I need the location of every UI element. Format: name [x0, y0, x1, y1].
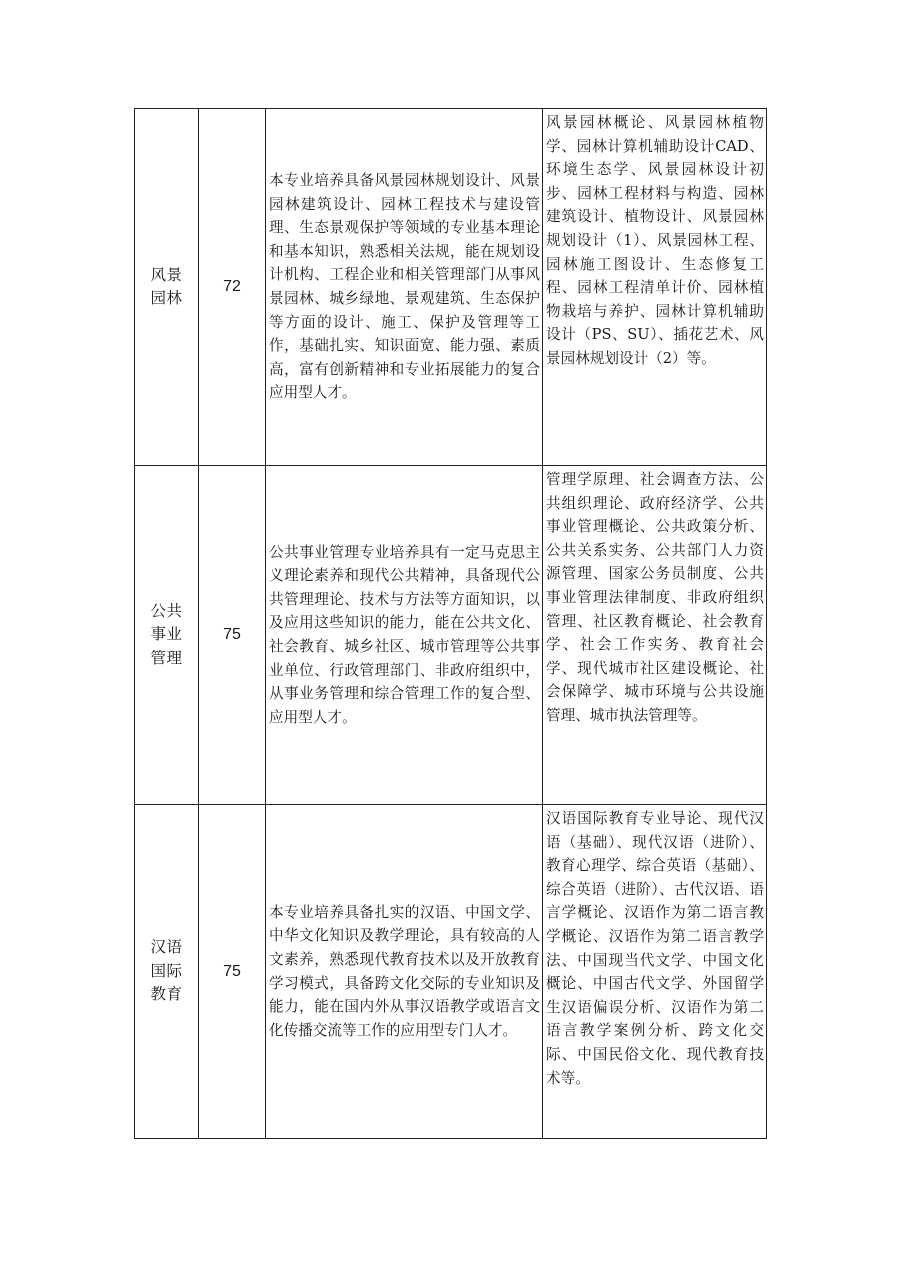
majors-table: [134, 108, 767, 1139]
major-name-cell: [135, 805, 199, 1139]
core-courses-cell: 汉语国际教育专业导论、现代汉语（基础）、现代汉语（进阶）、教育心理学、综合英语（基础）、综合英语（进阶）、古代汉语、语言学概论、汉语作为第二语言教学概论、汉语作为第二语言教学法、中国现当代文学、中国文化概论、中国古代文学、外国留学生汉语偏误分析、汉语作为第二语言教学案例分析、跨文化交际、中国民俗文化、现代教育技术等。: [543, 805, 767, 1139]
credit-cell: 75: [199, 466, 266, 805]
core-courses-cell: 风景园林概论、风景园林植物学、园林计算机辅助设计CAD、环境生态学、风景园林设计初步、园林工程材料与构造、园林建筑设计、植物设计、风景园林规划设计（1）、风景园林工程、园林施工图设计、生态修复工程、园林工程清单计价、园林植物栽培与养护、园林计算机辅助设计（PS、SU）、插花艺术、风景园林规划设计（2）等。: [543, 109, 767, 466]
major-name: 风景园林: [150, 265, 183, 307]
training-objective-cell: 公共事业管理专业培养具有一定马克思主义理论素养和现代公共精神，具备现代公共管理理论、技术与方法等方面知识，以及应用这些知识的能力，能在公共文化、社会教育、城乡社区、城市管理等公共事业单位、行政管理部门、非政府组织中，从事业务管理和综合管理工作的复合型、应用型人才。: [266, 466, 543, 805]
major-name-cell: [135, 466, 199, 805]
major-name: 汉语国际教育: [150, 938, 183, 1004]
table-row: [135, 109, 767, 466]
table-row: [135, 466, 767, 805]
training-objective-cell: 本专业培养具备扎实的汉语、中国文学、中华文化知识及教学理论，具有较高的人文素养，熟悉现代教育技术以及开放教育学习模式，具备跨文化交际的专业知识及能力，能在国内外从事汉语教学或语言文化传播交流等工作的应用型专门人才。: [266, 805, 543, 1139]
major-name-cell: [135, 109, 199, 466]
core-courses-cell: 管理学原理、社会调查方法、公共组织理论、政府经济学、公共事业管理概论、公共政策分析、公共关系实务、公共部门人力资源管理、国家公务员制度、公共事业管理法律制度、非政府组织管理、社区教育概论、社会教育学、社会工作实务、教育社会学、现代城市社区建设概论、社会保障学、城市环境与公共设施管理、城市执法管理等。: [543, 466, 767, 805]
major-name: 公共事业管理: [150, 601, 183, 667]
table-row: [135, 805, 767, 1139]
training-objective-cell: 本专业培养具备风景园林规划设计、风景园林建筑设计、园林工程技术与建设管理、生态景观保护等领域的专业基本理论和基本知识，熟悉相关法规，能在规划设计机构、工程企业和相关管理部门从事风景园林、城乡绿地、景观建筑、生态保护等方面的设计、施工、保护及管理等工作，基础扎实、知识面宽、能力强、素质高，富有创新精神和专业拓展能力的复合应用型人才。: [266, 109, 543, 466]
credit-cell: 75: [199, 805, 266, 1139]
credit-cell: 72: [199, 109, 266, 466]
